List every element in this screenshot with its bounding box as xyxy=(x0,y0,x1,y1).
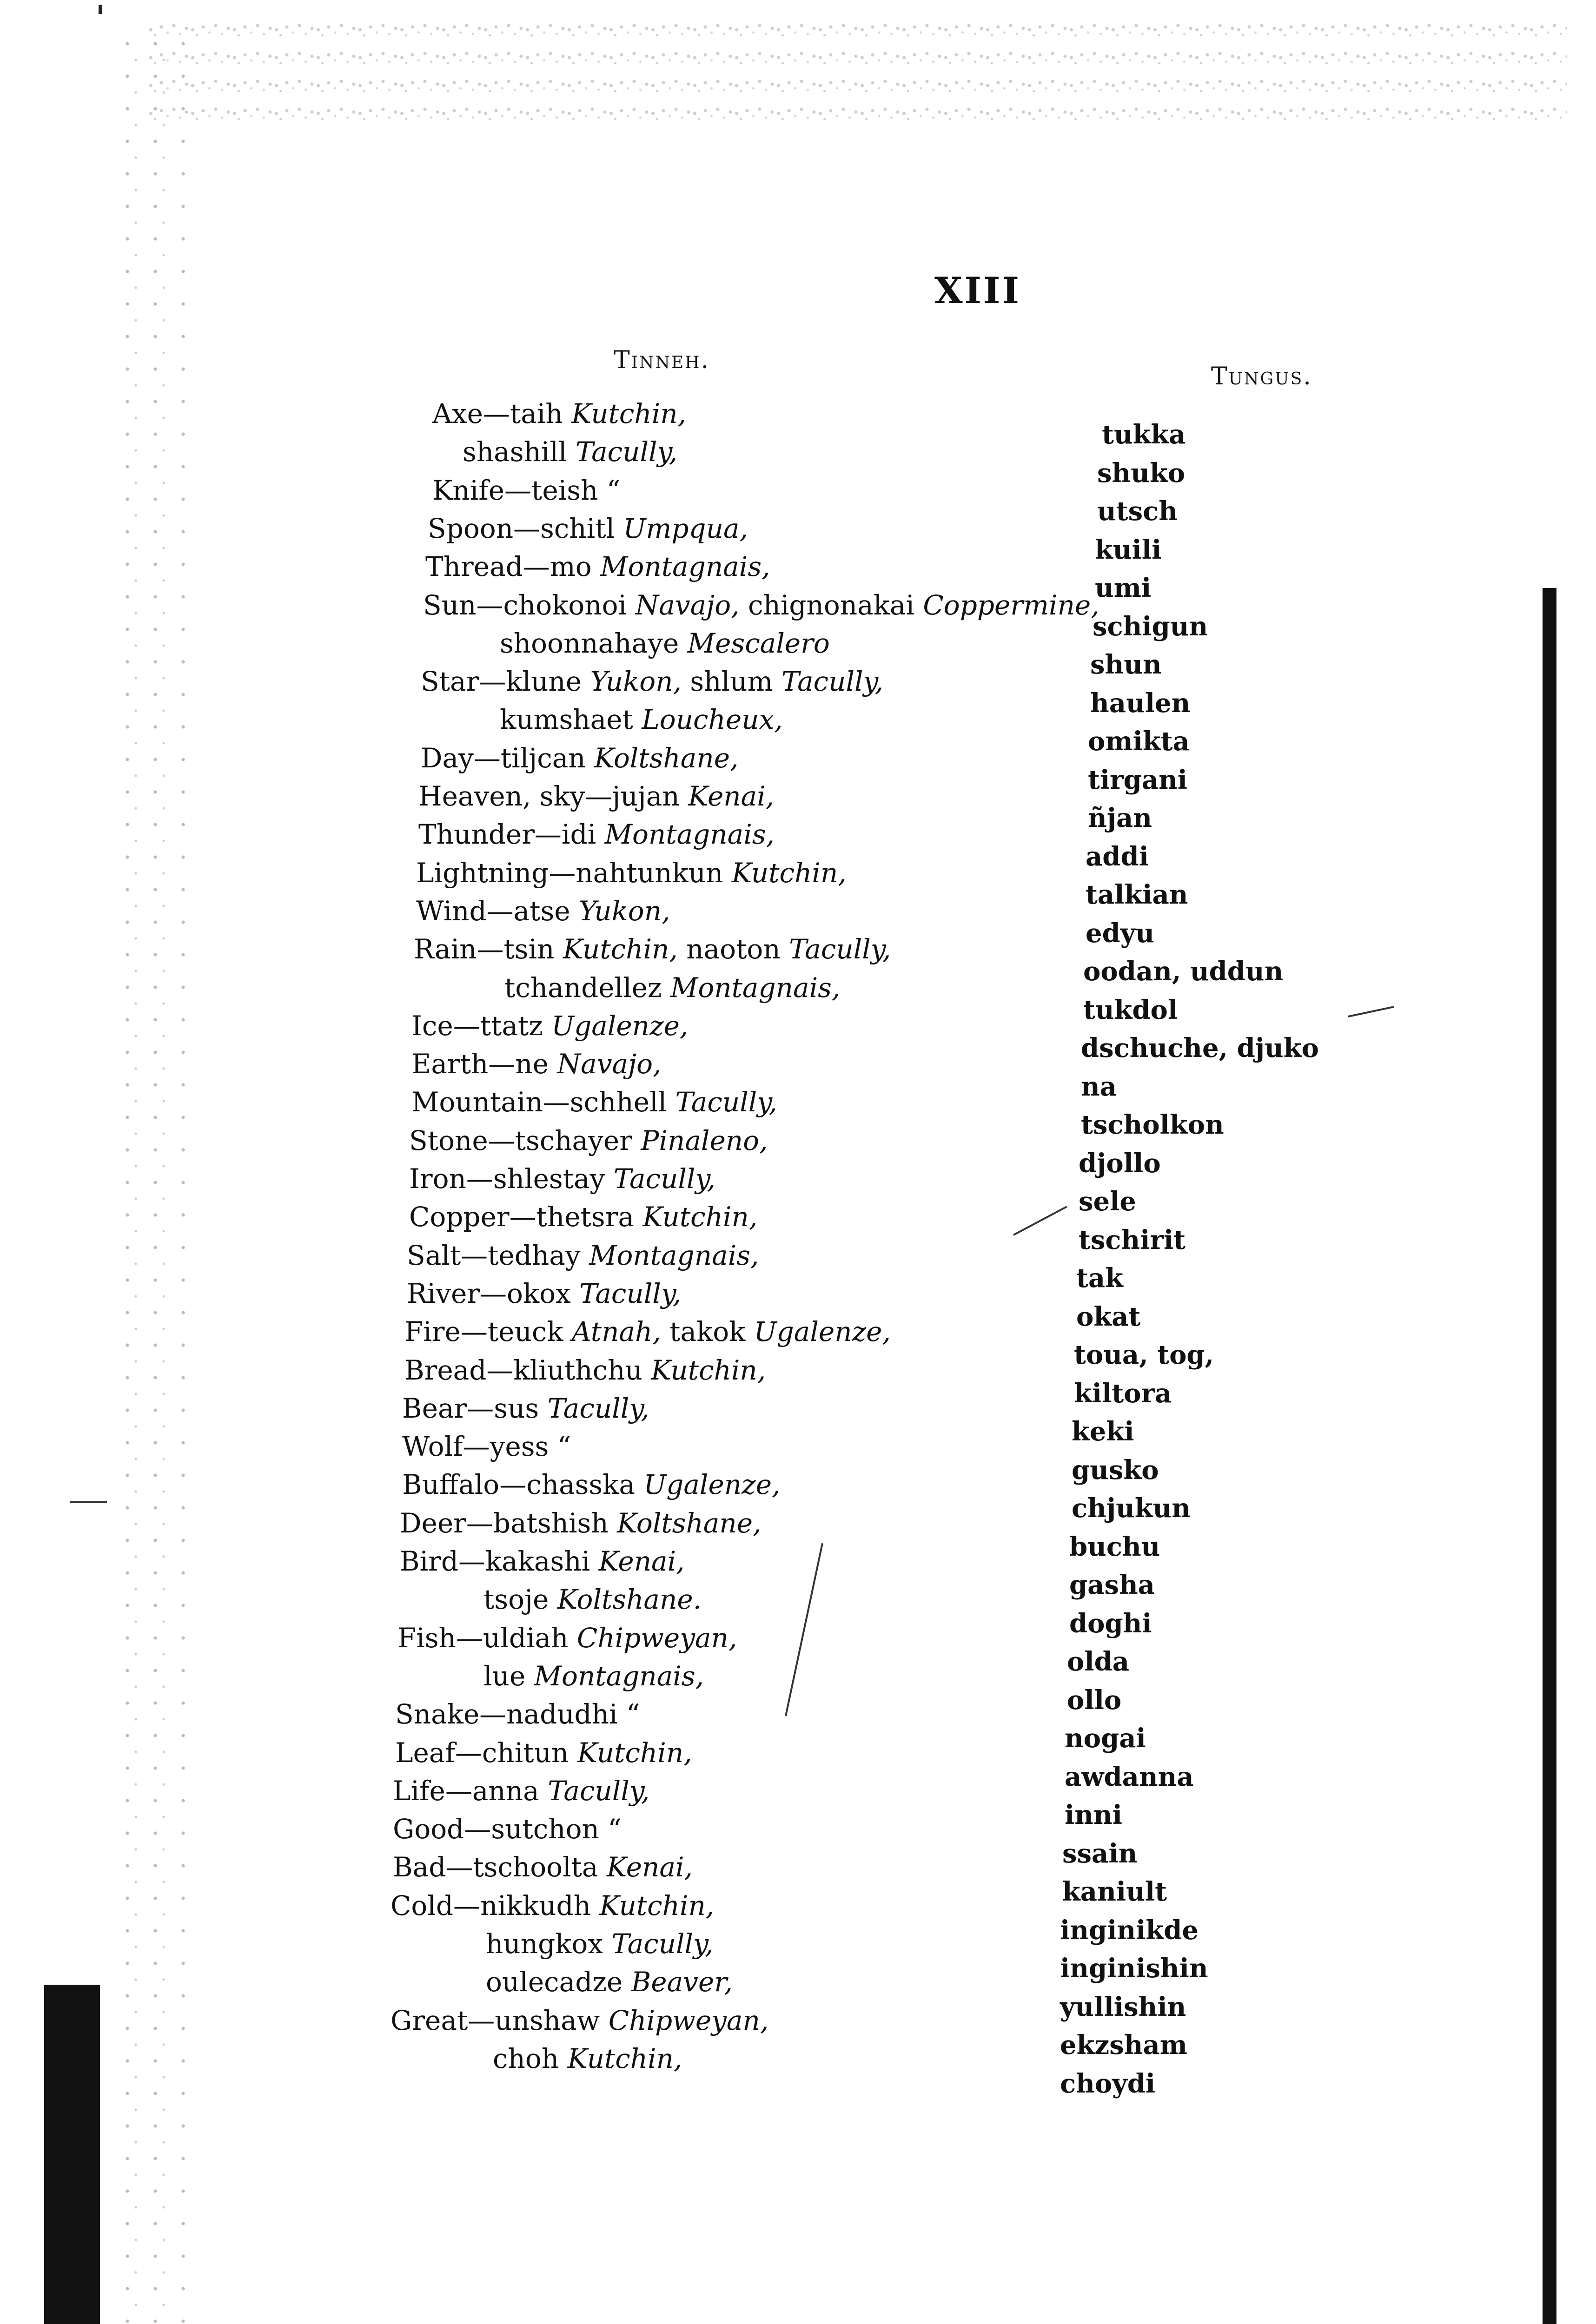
tungus-word: inginishin xyxy=(1060,1953,1208,1984)
dialect-name: Mescalero xyxy=(687,627,830,659)
tinneh-word: Mountain—schhell xyxy=(411,1086,675,1118)
page-number: XIII xyxy=(934,270,1021,312)
tinneh-entry xyxy=(483,1583,702,1616)
dialect-name: Atnah, xyxy=(571,1316,661,1347)
dialect-name: Kutchin, xyxy=(567,2043,682,2074)
tinneh-entry xyxy=(404,1315,891,1348)
tinneh-entry xyxy=(411,1010,688,1042)
tinneh-word: shoonnahaye xyxy=(500,627,688,659)
tinneh-word: tsoje xyxy=(483,1584,557,1615)
tungus-word: umi xyxy=(1095,573,1152,603)
tinneh-word: River—okox xyxy=(407,1278,580,1309)
dialect-name: Ugalenze, xyxy=(551,1010,689,1042)
dialect-name: Ugalenze, xyxy=(754,1316,891,1347)
tungus-word: gusko xyxy=(1072,1455,1159,1486)
dialect-name: Tacully, xyxy=(611,1928,714,1960)
tungus-word: talkian xyxy=(1086,879,1188,910)
dialect-name: Chipweyan, xyxy=(576,1622,737,1654)
tungus-word: tschirit xyxy=(1079,1225,1186,1255)
dialect-name: Montagnais, xyxy=(534,1660,704,1692)
tinneh-word: Snake—nadudhi “ xyxy=(395,1698,640,1730)
dialect-name: Montagnais, xyxy=(589,1240,759,1271)
tinneh-word: Heaven, sky—jujan xyxy=(418,780,689,812)
tungus-word: doghi xyxy=(1069,1608,1152,1639)
tinneh-entry xyxy=(393,1851,693,1883)
dialect-name: Beaver, xyxy=(631,1966,733,1998)
tungus-word: utsch xyxy=(1097,496,1178,527)
tinneh-word: Life—anna xyxy=(393,1775,548,1807)
tinneh-entry xyxy=(463,436,677,468)
tungus-word: inni xyxy=(1065,1800,1122,1830)
tungus-word: yullishin xyxy=(1060,1992,1186,2022)
tungus-word: tirgani xyxy=(1088,765,1188,795)
dialect-name: Kutchin, xyxy=(731,857,847,889)
tinneh-word: Fire—teuck xyxy=(404,1316,572,1347)
tinneh-word: chignonakai xyxy=(739,589,923,621)
tungus-word: djollo xyxy=(1079,1148,1161,1179)
tungus-word: sele xyxy=(1079,1186,1137,1217)
dialect-name: Koltshane, xyxy=(594,742,739,774)
tinneh-entry xyxy=(493,2042,682,2075)
dialect-name: Navajo, xyxy=(557,1048,662,1080)
tinneh-word: shashill xyxy=(463,436,576,468)
tungus-word: ssain xyxy=(1062,1838,1138,1869)
tinneh-word: Spoon—schitl xyxy=(428,513,623,544)
tinneh-entry xyxy=(407,1239,759,1272)
tinneh-entry xyxy=(504,971,840,1004)
tungus-word: shuko xyxy=(1097,458,1185,489)
tinneh-word: oulecadze xyxy=(486,1966,631,1998)
tinneh-entry xyxy=(393,1775,649,1807)
tinneh-entry xyxy=(500,703,783,736)
tinneh-entry xyxy=(395,1736,692,1769)
dialect-name: Tacully, xyxy=(575,436,678,468)
tinneh-word: Lightning—nahtunkun xyxy=(416,857,732,889)
dialect-name: Kutchin, xyxy=(571,398,687,429)
tungus-word: inginikde xyxy=(1060,1915,1199,1946)
tinneh-entry xyxy=(428,512,748,545)
scan-noise-top xyxy=(149,19,1567,121)
tinneh-word: Leaf—chitun xyxy=(395,1737,577,1769)
tinneh-entry xyxy=(397,1622,737,1654)
tungus-word: tukka xyxy=(1102,419,1186,450)
tinneh-word: Good—sutchon “ xyxy=(393,1813,622,1845)
tinneh-entry xyxy=(416,857,847,889)
tinneh-entry xyxy=(418,780,774,812)
tinneh-entry xyxy=(411,1086,777,1118)
tinneh-entry xyxy=(407,1277,681,1310)
dialect-name: Umpqua, xyxy=(623,513,748,544)
tinneh-word: Copper—thetsra xyxy=(409,1201,643,1233)
tungus-word: toua, tog, xyxy=(1074,1340,1214,1370)
dialect-name: Coppermine, xyxy=(923,589,1099,621)
dialect-name: Yukon, xyxy=(590,666,682,697)
tinneh-entry xyxy=(425,550,770,583)
tungus-word: tscholkon xyxy=(1081,1109,1224,1140)
tungus-word: kiltora xyxy=(1074,1378,1172,1409)
tinneh-entry xyxy=(432,397,686,430)
tinneh-entry xyxy=(402,1430,571,1463)
tungus-word: okat xyxy=(1076,1301,1141,1332)
tinneh-entry xyxy=(416,895,670,927)
dialect-name: Kenai, xyxy=(688,780,775,812)
tinneh-entry xyxy=(432,474,620,507)
tinneh-entry xyxy=(400,1507,762,1539)
tinneh-entry xyxy=(423,589,1099,621)
tinneh-word: Star—klune xyxy=(421,666,590,697)
tinneh-word: Bread—kliuthchu xyxy=(404,1354,651,1386)
dialect-name: Montagnais, xyxy=(670,972,841,1004)
tinneh-word: Day—tiljcan xyxy=(421,742,595,774)
tinneh-entry xyxy=(402,1468,780,1501)
tinneh-entry xyxy=(391,2004,768,2037)
corner-mark xyxy=(99,5,102,14)
binding-shadow xyxy=(44,1985,100,2324)
tinneh-word: naoton xyxy=(677,933,789,965)
tinneh-entry xyxy=(400,1545,685,1578)
tinneh-entry xyxy=(393,1813,622,1845)
dialect-name: Kenai, xyxy=(606,1851,693,1883)
tinneh-word: Axe—taih xyxy=(432,398,572,429)
tinneh-word: takok xyxy=(661,1316,754,1347)
tinneh-word: Thread—mo xyxy=(425,551,601,582)
tinneh-word: choh xyxy=(493,2043,568,2074)
tungus-word: tukdol xyxy=(1083,995,1178,1025)
tinneh-word: Deer—batshish xyxy=(400,1507,617,1539)
dialect-name: Tacully, xyxy=(675,1086,777,1118)
tinneh-word: Wind—atse xyxy=(416,895,579,927)
tinneh-entry xyxy=(414,933,891,965)
tinneh-entry xyxy=(486,1966,733,1998)
dialect-name: Kutchin, xyxy=(563,933,678,965)
tinneh-word: Sun—chokonoi xyxy=(423,589,636,621)
tinneh-entry xyxy=(404,1354,766,1386)
dialect-name: Kutchin, xyxy=(651,1354,766,1386)
tinneh-entry xyxy=(483,1660,704,1692)
tinneh-word: Earth—ne xyxy=(411,1048,557,1080)
tinneh-word: Fish—uldiah xyxy=(397,1622,577,1654)
tungus-word: ñjan xyxy=(1088,803,1152,833)
tinneh-word: Great—unshaw xyxy=(391,2005,609,2036)
dialect-name: Loucheux, xyxy=(642,704,783,735)
tungus-word: tak xyxy=(1076,1263,1123,1294)
tinneh-entry xyxy=(421,665,883,698)
tungus-word: addi xyxy=(1086,841,1149,872)
scan-noise-left xyxy=(116,37,186,2324)
tungus-word: ekzsham xyxy=(1060,2030,1188,2060)
tinneh-entry xyxy=(421,742,738,774)
tinneh-entry xyxy=(411,1048,661,1080)
pencil-mark xyxy=(1013,1206,1067,1236)
tungus-word: chjukun xyxy=(1072,1493,1191,1524)
tungus-word: haulen xyxy=(1090,688,1191,719)
tinneh-entry xyxy=(409,1201,757,1233)
dialect-name: Koltshane. xyxy=(557,1584,702,1615)
tungus-word: dschuche, djuko xyxy=(1081,1033,1319,1063)
tinneh-entry xyxy=(418,818,775,851)
dialect-name: Tacully, xyxy=(579,1278,682,1309)
tinneh-word: Wolf—yess “ xyxy=(402,1431,571,1462)
dialect-name: Navajo, xyxy=(635,589,740,621)
dialect-name: Tacully, xyxy=(781,666,884,697)
tungus-word: olda xyxy=(1067,1646,1130,1677)
tungus-word: shun xyxy=(1090,649,1162,680)
tinneh-word: Stone—tschayer xyxy=(409,1125,641,1156)
right-edge-bar xyxy=(1543,588,1556,2324)
tungus-word: kuili xyxy=(1095,535,1162,565)
tungus-word: keki xyxy=(1072,1416,1134,1447)
tinneh-word: Rain—tsin xyxy=(414,933,563,965)
tinneh-entry xyxy=(391,1889,714,1922)
tinneh-word: shlum xyxy=(681,666,781,697)
dialect-name: Tacully, xyxy=(613,1163,715,1195)
tungus-word: buchu xyxy=(1069,1532,1160,1562)
dialect-name: Pinaleno, xyxy=(641,1125,768,1156)
dialect-name: Koltshane, xyxy=(617,1507,762,1539)
tinneh-word: Iron—shlestay xyxy=(409,1163,614,1195)
dialect-name: Montagnais, xyxy=(600,551,770,582)
dialect-name: Kutchin, xyxy=(577,1737,692,1769)
dialect-name: Yukon, xyxy=(579,895,670,927)
dialect-name: Montagnais, xyxy=(604,819,775,850)
dialect-name: Tacully, xyxy=(547,1393,649,1424)
tungus-word: gasha xyxy=(1069,1570,1155,1600)
dialect-name: Kutchin, xyxy=(599,1890,715,1921)
dialect-name: Tacully, xyxy=(548,1775,650,1807)
tinneh-word: Knife—teish “ xyxy=(432,475,621,506)
pencil-mark xyxy=(1348,1006,1394,1017)
dialect-name: Kutchin, xyxy=(642,1201,758,1233)
tungus-word: oodan, uddun xyxy=(1083,956,1284,987)
pencil-mark xyxy=(70,1501,107,1503)
dialect-name: Chipweyan, xyxy=(608,2005,769,2036)
tungus-word: edyu xyxy=(1086,918,1155,949)
tinneh-entry xyxy=(402,1392,649,1425)
tinneh-entry xyxy=(500,627,830,660)
tungus-word: choydi xyxy=(1060,2068,1156,2099)
pencil-mark xyxy=(785,1543,823,1717)
tungus-word: schigun xyxy=(1093,611,1208,642)
tungus-word: kaniult xyxy=(1062,1876,1167,1907)
tinneh-entry xyxy=(395,1698,640,1730)
tinneh-word: Ice—ttatz xyxy=(411,1010,552,1042)
tinneh-word: Thunder—idi xyxy=(418,819,605,850)
tinneh-word: Cold—nikkudh xyxy=(391,1890,600,1921)
tinneh-entry xyxy=(409,1124,768,1157)
tinneh-word: lue xyxy=(483,1660,534,1692)
tinneh-word: Buffalo—chasska xyxy=(402,1469,644,1500)
tungus-word: ollo xyxy=(1067,1685,1122,1716)
tinneh-word: Salt—tedhay xyxy=(407,1240,589,1271)
dialect-name: Ugalenze, xyxy=(643,1469,781,1500)
tinneh-heading: Tinneh. xyxy=(614,346,710,374)
tungus-word: na xyxy=(1081,1071,1117,1102)
tungus-word: nogai xyxy=(1065,1723,1146,1754)
tungus-word: awdanna xyxy=(1065,1762,1194,1792)
tinneh-entry xyxy=(486,1928,714,1960)
tinneh-word: kumshaet xyxy=(500,704,642,735)
tinneh-word: Bear—sus xyxy=(402,1393,548,1424)
tinneh-word: hungkox xyxy=(486,1928,612,1960)
tungus-heading: Tungus. xyxy=(1211,363,1312,390)
dialect-name: Tacully, xyxy=(789,933,891,965)
dialect-name: Kenai, xyxy=(598,1545,685,1577)
tinneh-word: Bad—tschoolta xyxy=(393,1851,607,1883)
tungus-word: omikta xyxy=(1088,726,1190,757)
tinneh-word: Bird—kakashi xyxy=(400,1545,599,1577)
tinneh-word: tchandellez xyxy=(504,972,670,1004)
tinneh-entry xyxy=(409,1162,715,1195)
